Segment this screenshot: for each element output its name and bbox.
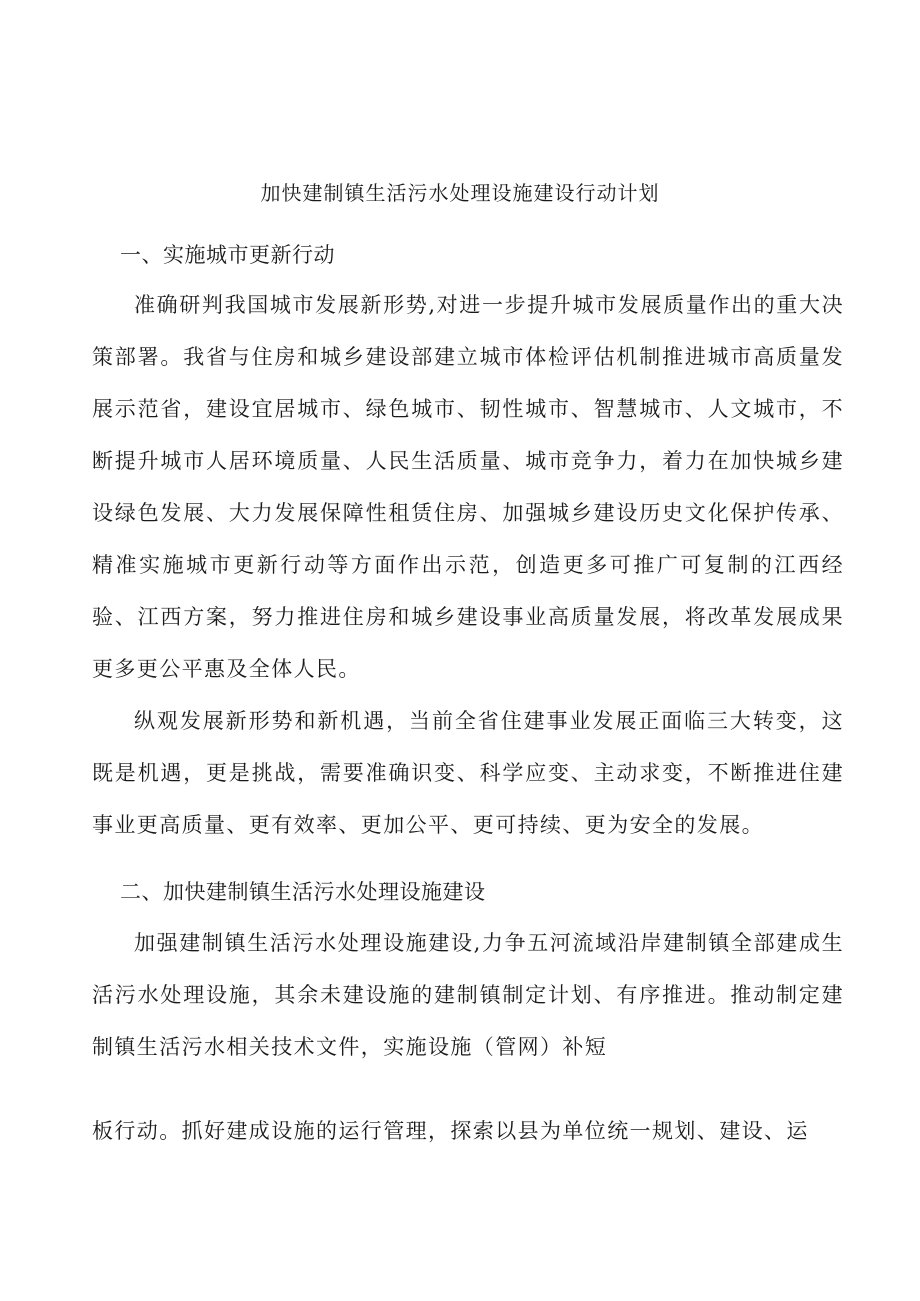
section-2-heading: 二、加快建制镇生活污水处理设施建设 [120, 880, 486, 904]
section-1-paragraph-2: 纵观发展新形势和新机遇，当前全省住建事业发展正面临三大转变，这既是机遇，更是挑战，需要准确识变、科学应变、主动求变，不断推进住建事业更高质量、更有效率、更加公平、更可持续、更为安全的发展。 [92, 709, 844, 837]
section-2-paragraph-1: 加强建制镇生活污水处理设施建设,力争五河流域沿岸建制镇全部建成生活污水处理设施，其余未建设施的建制镇制定计划、有序推进。推动制定建制镇生活污水相关技术文件，实施设施（管网）补短 [92, 931, 844, 1059]
section-1-paragraph-1: 准确研判我国城市发展新形势,对进一步提升城市发展质量作出的重大决策部署。我省与住房和城乡建设部建立城市体检评估机制推进城市高质量发展示范省，建设宜居城市、绿色城市、韧性城市、智慧城市、人文城市，不断提升城市人居环境质量、人民生活质量、城市竞争力，着力在加快城乡建设绿色发展、大力发展保障性租赁住房、加强城乡建设历史文化保护传承、精准实施城市更新行动等方面作出示范，创造更多可推广可复制的江西经验、江西方案，努力推进住房和城乡建设事业高质量发展，将改革发展成果更多更公平惠及全体人民。 [92, 293, 844, 681]
document-title: 加快建制镇生活污水处理设施建设行动计划 [260, 181, 660, 205]
section-2-paragraph-continuation: 板行动。抓好建成设施的运行管理，探索以县为单位统一规划、建设、运 [92, 1119, 809, 1143]
section-1-heading: 一、实施城市更新行动 [120, 243, 335, 267]
